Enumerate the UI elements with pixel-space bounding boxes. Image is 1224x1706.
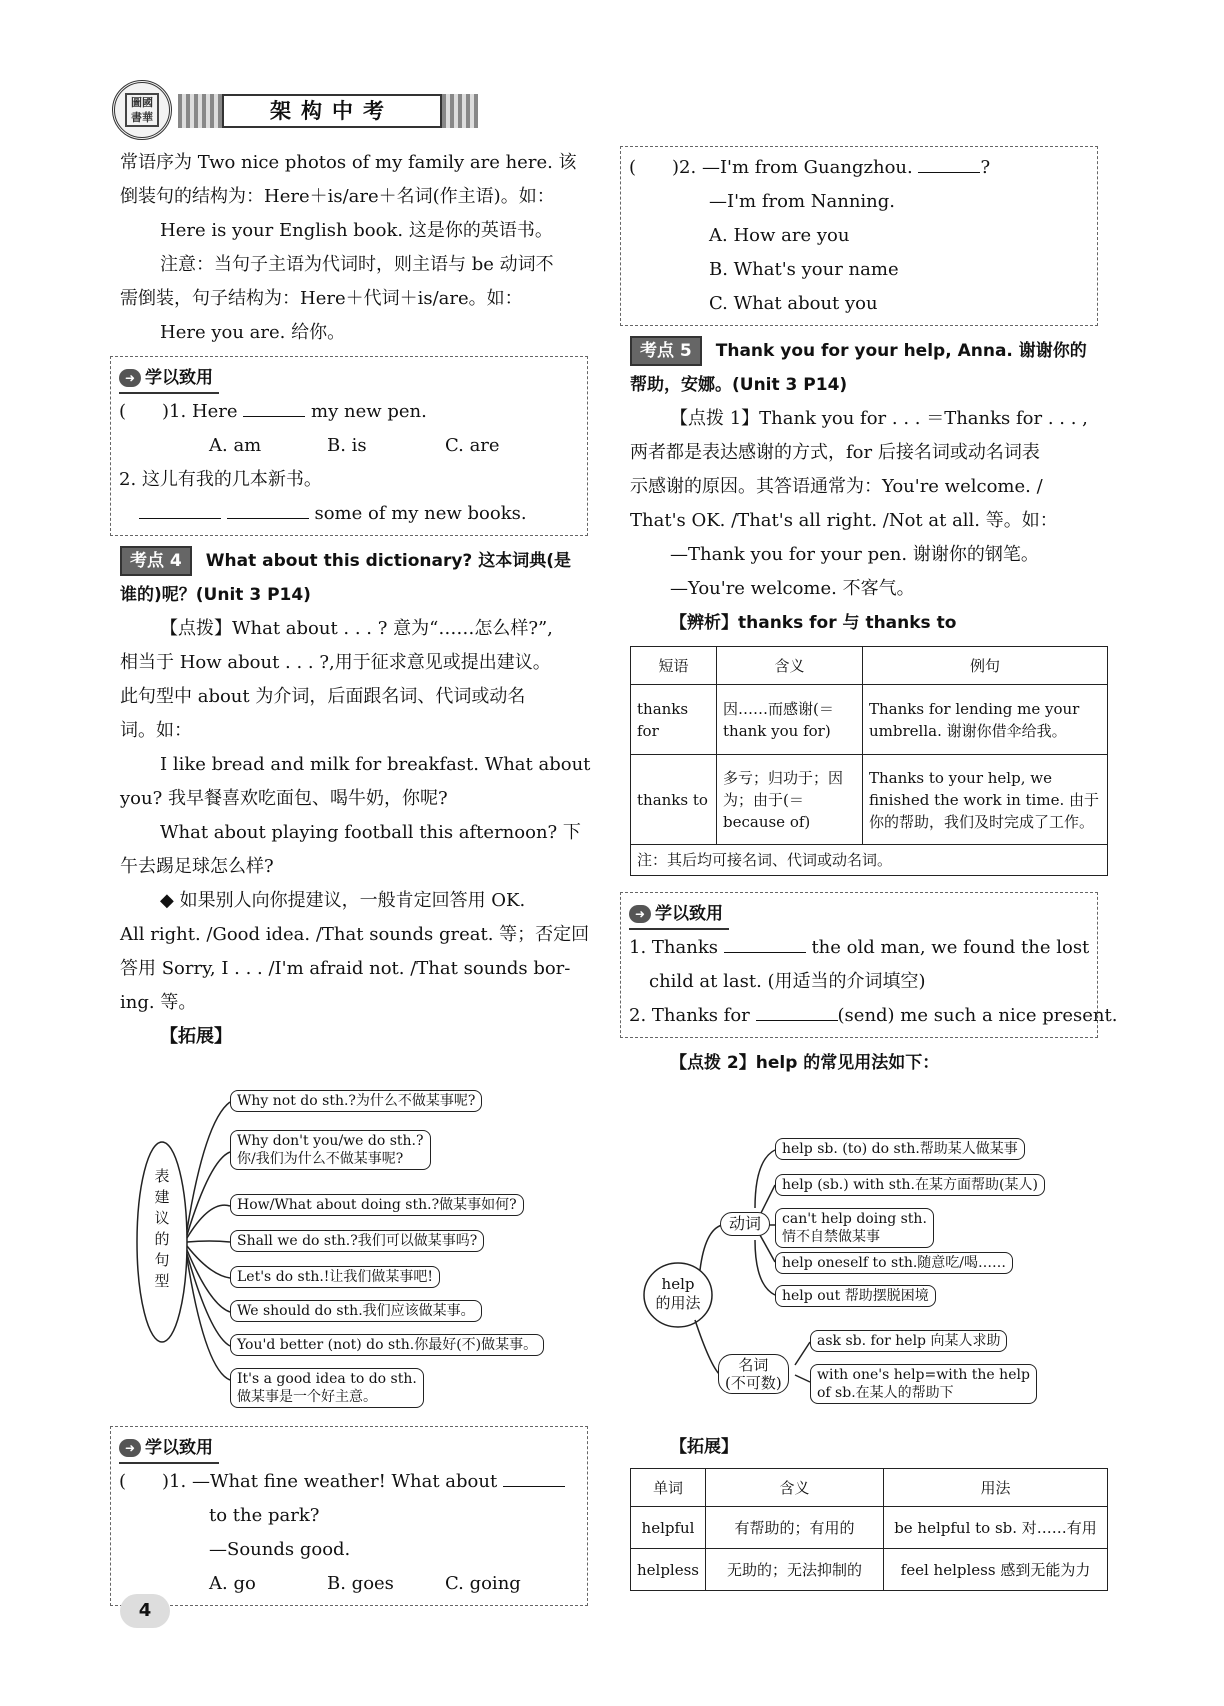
practice-box-1 (110, 356, 588, 536)
question-2-line: —I'm from Nanning. (709, 191, 896, 212)
practice-box-3 (620, 892, 1118, 1038)
answer-blank[interactable] (918, 153, 980, 173)
question-2-box (620, 146, 1098, 326)
arrow-icon: ➜ (119, 369, 141, 387)
option-a[interactable]: A. am (209, 435, 262, 456)
mindmap-node: Why don't you/we do sth.? 你/我们为什么不做某事呢? (230, 1130, 431, 1170)
example-line: —You're welcome. 不客气。 (670, 578, 915, 599)
kaodian-5-title-cont: 帮助，安娜。(Unit 3 P14) (630, 375, 848, 395)
question-1: ( )1. —What fine weather! What about (119, 1465, 579, 1499)
table-cell: thanks to (631, 755, 717, 845)
table-row (631, 1507, 1108, 1549)
table-header: 例句 (863, 647, 1108, 685)
table-cell: 有帮助的；有用的 (706, 1507, 884, 1549)
seal-text: 圖國 書華 (125, 93, 159, 127)
text-line: 【点拨 1】Thank you for . . . ＝Thanks for . . . , (670, 408, 1088, 429)
table-header: 单词 (631, 1469, 706, 1507)
answer-blank[interactable] (724, 933, 806, 953)
answer-blank[interactable] (139, 499, 221, 519)
mindmap-root: help 的用法 (655, 1275, 701, 1312)
table-cell: Thanks to your help, we finished the work in time. 由于你的帮助，我们及时完成了工作。 (863, 755, 1108, 845)
text-line: All right. /Good idea. /That sounds great. 等；否定回 (120, 924, 590, 945)
text-line: 常语序为 Two nice photos of my family are here. 该 (120, 152, 577, 173)
table-header: 含义 (717, 647, 863, 685)
mindmap-node: It's a good idea to do sth. 做某事是一个好主意。 (230, 1368, 424, 1408)
text-line: 答用 Sorry, I . . . /I'm afraid not. /That sounds bor- (120, 958, 571, 979)
question-1: ( )1. Here my new pen. (119, 395, 579, 429)
table-cell: thanks for (631, 685, 717, 755)
example-line: What about playing football this afternoon? 下 (160, 822, 581, 843)
table-header: 短语 (631, 647, 717, 685)
text-line: That's OK. /That's all right. /Not at all. 等。如： (630, 510, 1058, 531)
help-words-table (630, 1468, 1108, 1591)
table-cell: helpful (631, 1507, 706, 1549)
example-line: Here is your English book. 这是你的英语书。 (160, 220, 553, 241)
practice-tag: ➜ 学以致用 (119, 364, 219, 394)
mindmap-node: Let's do sth.!让我们做某事吧! (230, 1266, 440, 1288)
mindmap-node: can't help doing sth. 情不自禁做某事 (775, 1208, 934, 1248)
option-c[interactable]: C. are (445, 435, 500, 456)
practice-box-2 (110, 1426, 588, 1606)
question-2: 2. 这儿有我的几本新书。 (119, 469, 322, 490)
text-line: ing. 等。 (120, 992, 197, 1013)
question-1-cont: child at last. (用适当的介词填空) (649, 971, 926, 992)
table-note: 注：其后均可接名词、代词或动名词。 (631, 845, 1108, 876)
left-bottom (120, 1420, 598, 1614)
option-b[interactable]: B. goes (327, 1573, 394, 1594)
option-a[interactable]: A. go (209, 1573, 256, 1594)
question-1-cont: to the park? (209, 1505, 320, 1526)
example-line: 午去踢足球怎么样? (120, 856, 274, 877)
question-1-cont: —Sounds good. (209, 1539, 351, 1560)
table-header-row (631, 1469, 1108, 1507)
option-b[interactable]: B. What's your name (709, 259, 899, 280)
text-line: 此句型中 about 为介词，后面跟名词、代词或动名 (120, 686, 526, 707)
mindmap-node: help sb. (to) do sth.帮助某人做某事 (775, 1138, 1025, 1160)
tip-2-heading: 【点拨 2】help 的常见用法如下： (670, 1053, 940, 1073)
answer-blank[interactable] (227, 499, 309, 519)
table-cell: 多亏；归功于；因为；由于(＝because of) (717, 755, 863, 845)
mindmap-node: ask sb. for help 向某人求助 (810, 1330, 1007, 1352)
text-line: 相当于 How about . . . ?,用于征求意见或提出建议。 (120, 652, 551, 673)
mindmap-node: help oneself to sth.随意吃/喝…… (775, 1252, 1013, 1274)
note-line: 注意：当句子主语为代词时，则主语与 be 动词不 (160, 254, 554, 275)
mindmap-node: Why not do sth.?为什么不做某事呢? (230, 1090, 482, 1112)
table-row (631, 685, 1108, 755)
kaodian-badge: 考点 5 (630, 336, 702, 366)
mindmap-node: You'd better (not) do sth.你最好(不)做某事。 (230, 1334, 544, 1356)
mindmap-node: We should do sth.我们应该做某事。 (230, 1300, 482, 1322)
table-cell: helpless (631, 1549, 706, 1591)
table-row (631, 1549, 1108, 1591)
table-note-row (631, 845, 1108, 876)
arrow-icon: ➜ (629, 905, 651, 923)
page-header (112, 80, 472, 140)
expand-heading: 【拓展】 (670, 1437, 738, 1457)
text-line: 【点拨】What about . . . ? 意为“……怎么样?”, (160, 618, 553, 639)
question-2-answer: some of my new books. (119, 497, 579, 531)
example-line: —Thank you for your pen. 谢谢你的钢笔。 (670, 544, 1039, 565)
help-mindmap (640, 1120, 1100, 1420)
thanks-table (630, 646, 1108, 876)
suggestion-mindmap (130, 1080, 600, 1410)
answer-blank[interactable] (756, 1001, 838, 1021)
table-cell: Thanks for lending me your umbrella. 谢谢你借伞给我。 (863, 685, 1108, 755)
option-a[interactable]: A. How are you (709, 225, 850, 246)
table-cell: feel helpless 感到无能为力 (884, 1549, 1108, 1591)
left-column (120, 146, 598, 1054)
mindmap-verb-node: 动词 (720, 1212, 770, 1236)
mindmap-noun-node: 名词 (不可数) (718, 1354, 789, 1394)
kaodian-badge: 考点 4 (120, 546, 192, 576)
text-line: ◆ 如果别人向你提建议，一般肯定回答用 OK. (160, 890, 526, 911)
right-column (629, 146, 1118, 1080)
table-header: 用法 (884, 1469, 1108, 1507)
example-line: Here you are. 给你。 (160, 322, 346, 343)
page-number: 4 (120, 1594, 170, 1628)
mindmap-node: with one's help=with the help of sb.在某人的帮助下 (810, 1364, 1037, 1404)
mindmap-node: Shall we do sth.?我们可以做某事吗? (230, 1230, 484, 1252)
text-line: 倒装句的结构为：Here＋is/are＋名词(作主语)。如： (120, 186, 555, 207)
mindmap-node: help out 帮助摆脱困境 (775, 1285, 936, 1307)
options-row (119, 1567, 579, 1601)
option-c[interactable]: C. What about you (709, 293, 878, 314)
mindmap-node: How/What about doing sth.?做某事如何? (230, 1194, 524, 1216)
practice-tag: ➜ 学以致用 (629, 900, 729, 930)
table-cell: 无助的；无法抑制的 (706, 1549, 884, 1591)
analysis-heading: 【辨析】thanks for 与 thanks to (670, 613, 957, 633)
kaodian-4-title-cont: 谁的)呢？(Unit 3 P14) (120, 585, 311, 605)
question-1: 1. Thanks the old man, we found the lost (629, 931, 1089, 965)
arrow-icon: ➜ (119, 1439, 141, 1457)
options-row (119, 429, 579, 463)
practice-tag: ➜ 学以致用 (119, 1434, 219, 1464)
table-cell: be helpful to sb. 对……有用 (884, 1507, 1108, 1549)
section-title: 架构中考 (222, 94, 442, 128)
table-row (631, 755, 1108, 845)
example-line: you? 我早餐喜欢吃面包、喝牛奶，你呢? (120, 788, 448, 809)
option-c[interactable]: C. going (445, 1573, 521, 1594)
table-header: 含义 (706, 1469, 884, 1507)
mindmap-node: help (sb.) with sth.在某方面帮助(某人) (775, 1174, 1045, 1196)
option-b[interactable]: B. is (327, 435, 367, 456)
text-line: 两者都是表达感谢的方式，for 后接名词或动名词表 (630, 442, 1040, 463)
answer-blank[interactable] (503, 1467, 565, 1487)
example-line: I like bread and milk for breakfast. What about (160, 754, 591, 775)
table-header-row (631, 647, 1108, 685)
publisher-seal-logo (112, 80, 172, 140)
expand-heading: 【拓展】 (160, 1026, 232, 1047)
mindmap-center-label: 表建议的句型 (154, 1167, 170, 1290)
question-2: 2. Thanks for (send) me such a nice present. (629, 999, 1089, 1033)
text-line: 示感谢的原因。其答语通常为：You're welcome. / (630, 476, 1043, 497)
answer-blank[interactable] (243, 397, 305, 417)
kaodian-5-title: 考点 5 Thank you for your help, Anna. 谢谢你的 (630, 334, 1100, 368)
kaodian-4-title: 考点 4 What about this dictionary? 这本词典(是 (120, 544, 598, 578)
text-line: 需倒装，句子结构为：Here＋代词＋is/are。如： (120, 288, 523, 309)
question-2: ( )2. —I'm from Guangzhou. ? (629, 151, 1089, 185)
table-cell: 因……而感谢(＝thank you for) (717, 685, 863, 755)
text-line: 词。如： (120, 720, 192, 741)
